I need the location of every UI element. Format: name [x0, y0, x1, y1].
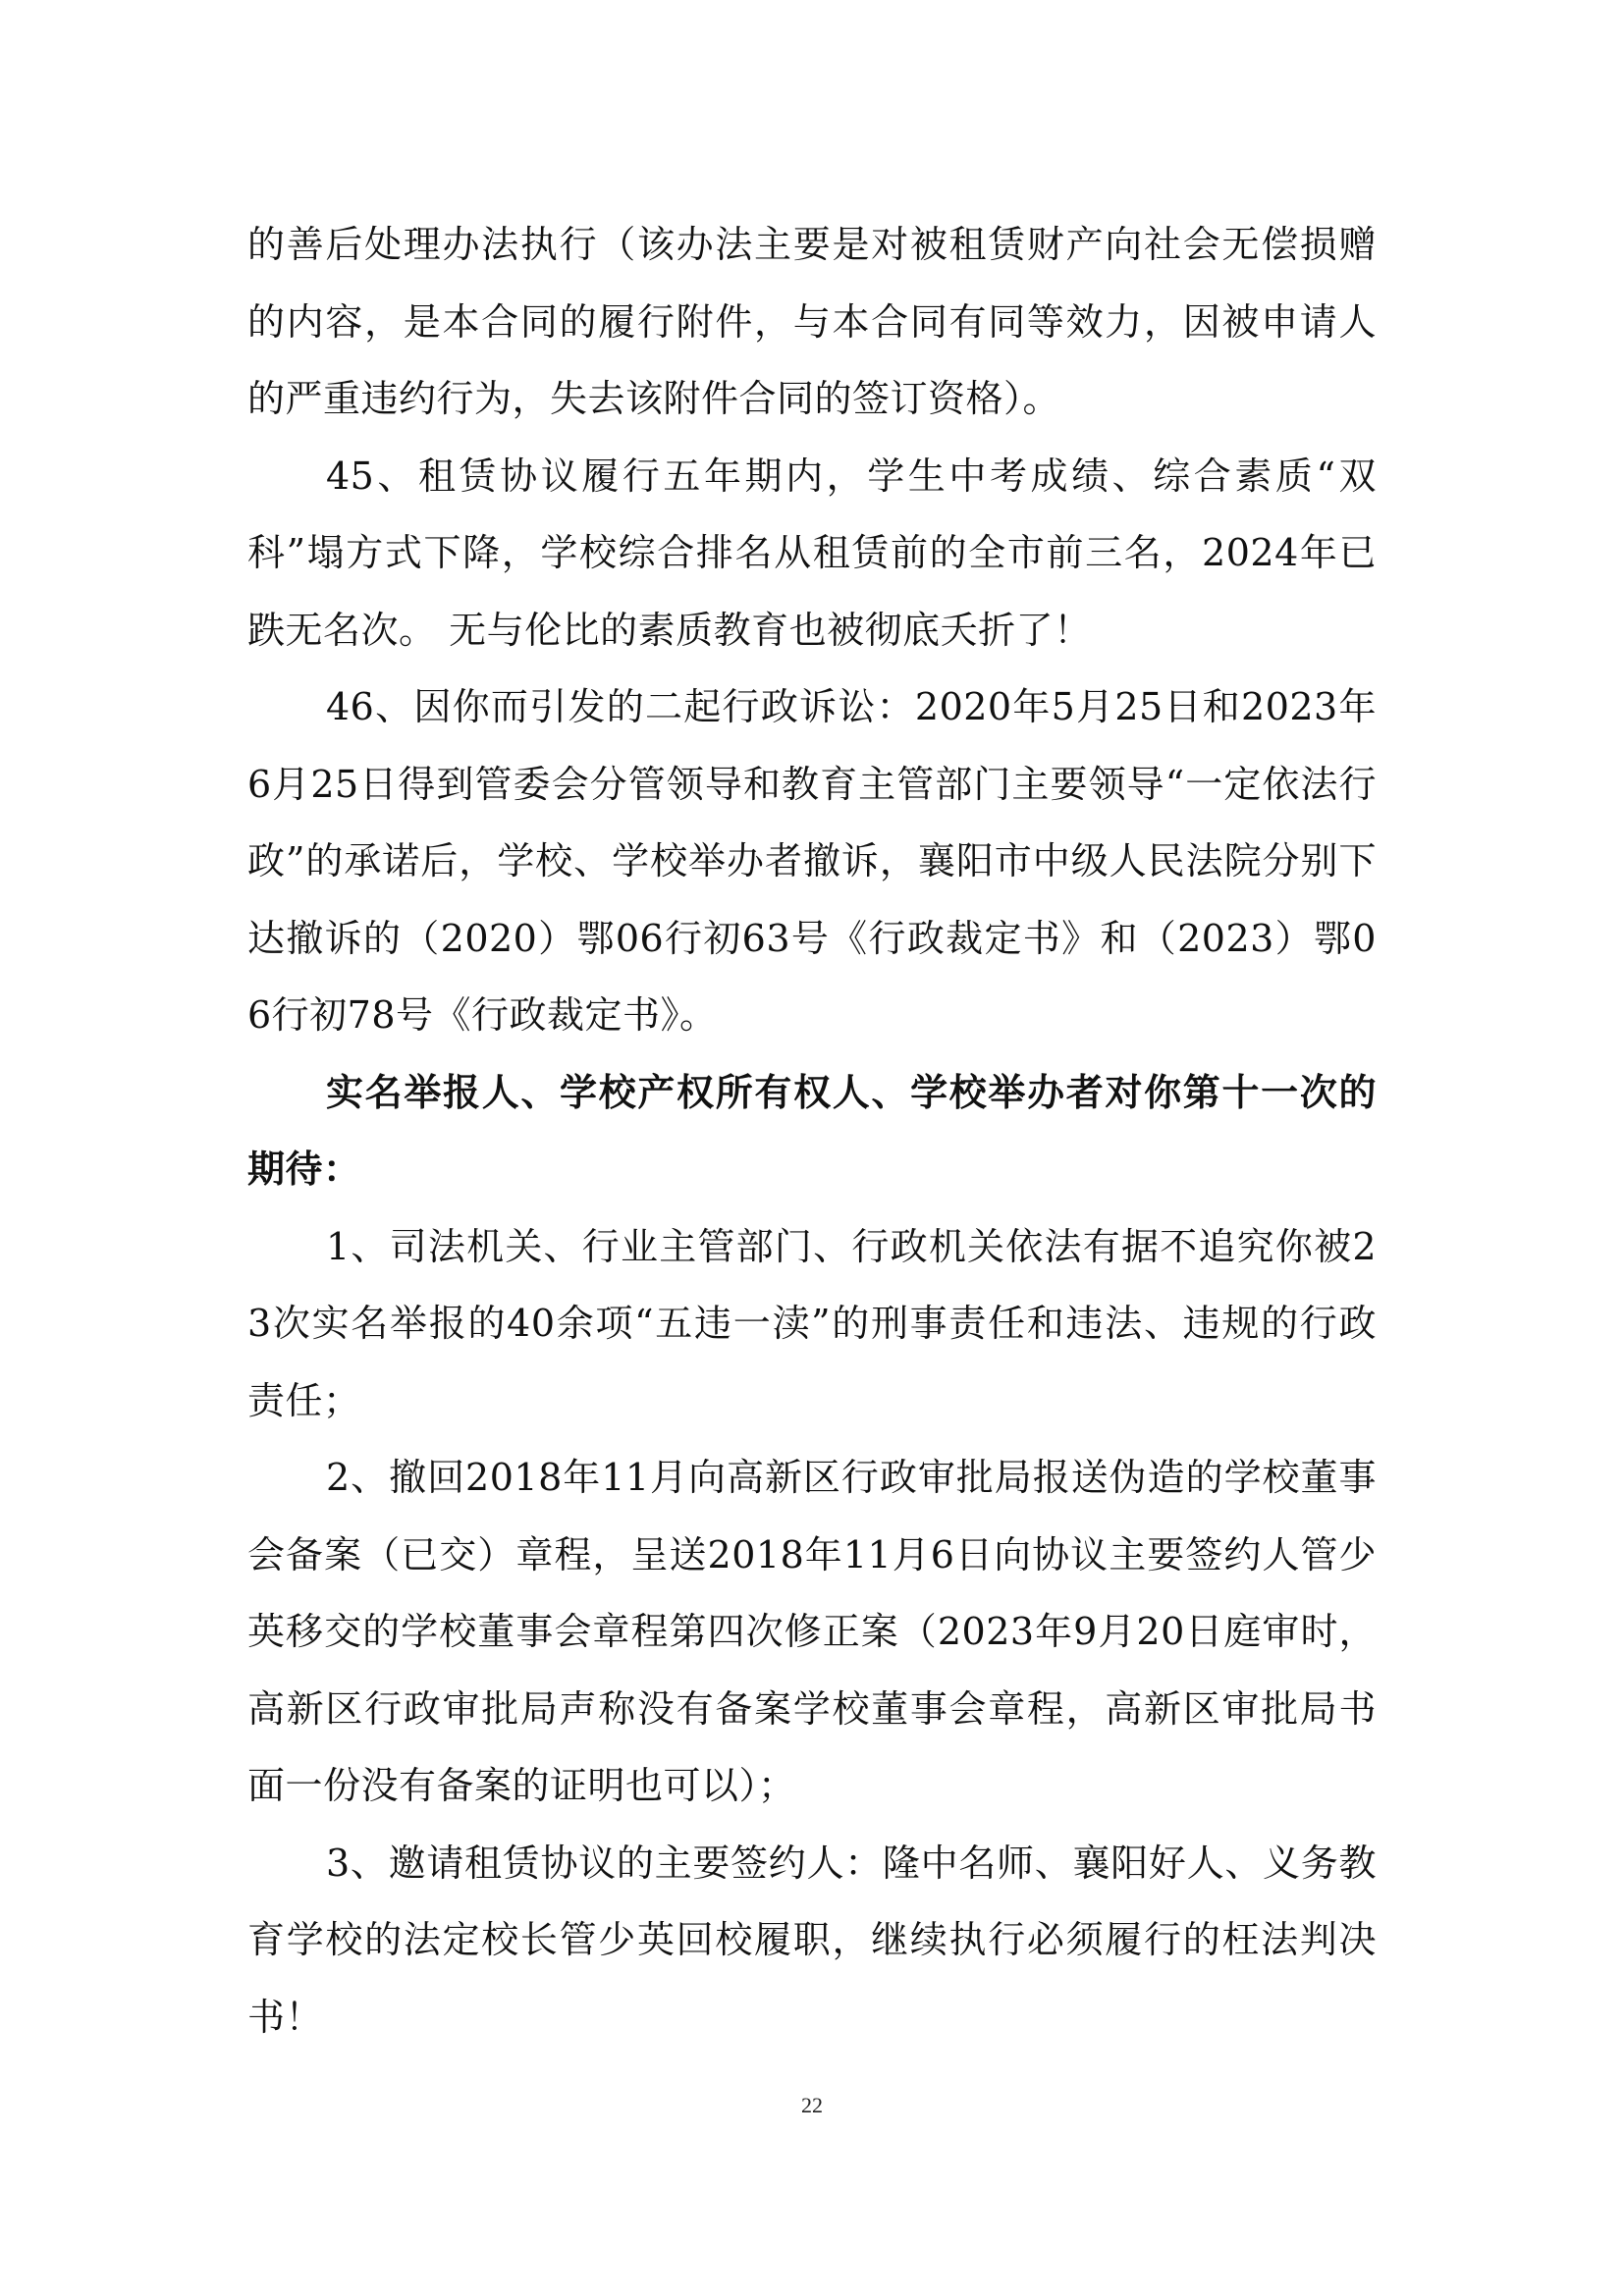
paragraph-continuation: 的善后处理办法执行（该办法主要是对被租赁财产向社会无偿损赠的内容，是本合同的履行附件，与本合同有同等效力，因被申请人的严重违约行为，失去该附件合同的签订资格）。 — [247, 223, 1377, 420]
expectation-item-1: 1、司法机关、行业主管部门、行政机关依法有据不追究你被23次实名举报的40余项“五违一渎”的刑事责任和违法、违规的行政责任； — [247, 1224, 1377, 1422]
document-body — [247, 206, 1377, 2056]
expectation-item-2: 2、撤回2018年11月向高新区行政审批局报送伪造的学校董事会备案（已交）章程，呈送2018年11月6日向协议主要签约人管少英移交的学校董事会章程第四次修正案（2023年9月20日庭审时，高新区行政审批局声称没有备案学校董事会章程，高新区审批局书面一份没有备案的证明也可以）； — [247, 1456, 1377, 1807]
paragraph-item-46: 46、因你而引发的二起行政诉讼：2020年5月25日和2023年6月25日得到管委会分管领导和教育主管部门主要领导“一定依法行政”的承诺后，学校、学校举办者撤诉，襄阳市中级人民法院分别下达撤诉的（2020）鄂06行初63号《行政裁定书》和（2023）鄂06行初78号《行政裁定书》。 — [247, 685, 1377, 1037]
page-number: 22 — [801, 2093, 823, 2117]
expectation-item-3: 3、邀请租赁协议的主要签约人：隆中名师、襄阳好人、义务教育学校的法定校长管少英回校履职，继续执行必须履行的枉法判决书！ — [247, 1841, 1377, 2039]
section-heading-expectations: 实名举报人、学校产权所有权人、学校举办者对你第十一次的期待： — [247, 1069, 1377, 1191]
paragraph-item-45: 45、租赁协议履行五年期内，学生中考成绩、综合素质“双科”塌方式下降，学校综合排名从租赁前的全市前三名，2024年已跌无名次。 无与伦比的素质教育也被彻底夭折了！ — [247, 454, 1377, 652]
